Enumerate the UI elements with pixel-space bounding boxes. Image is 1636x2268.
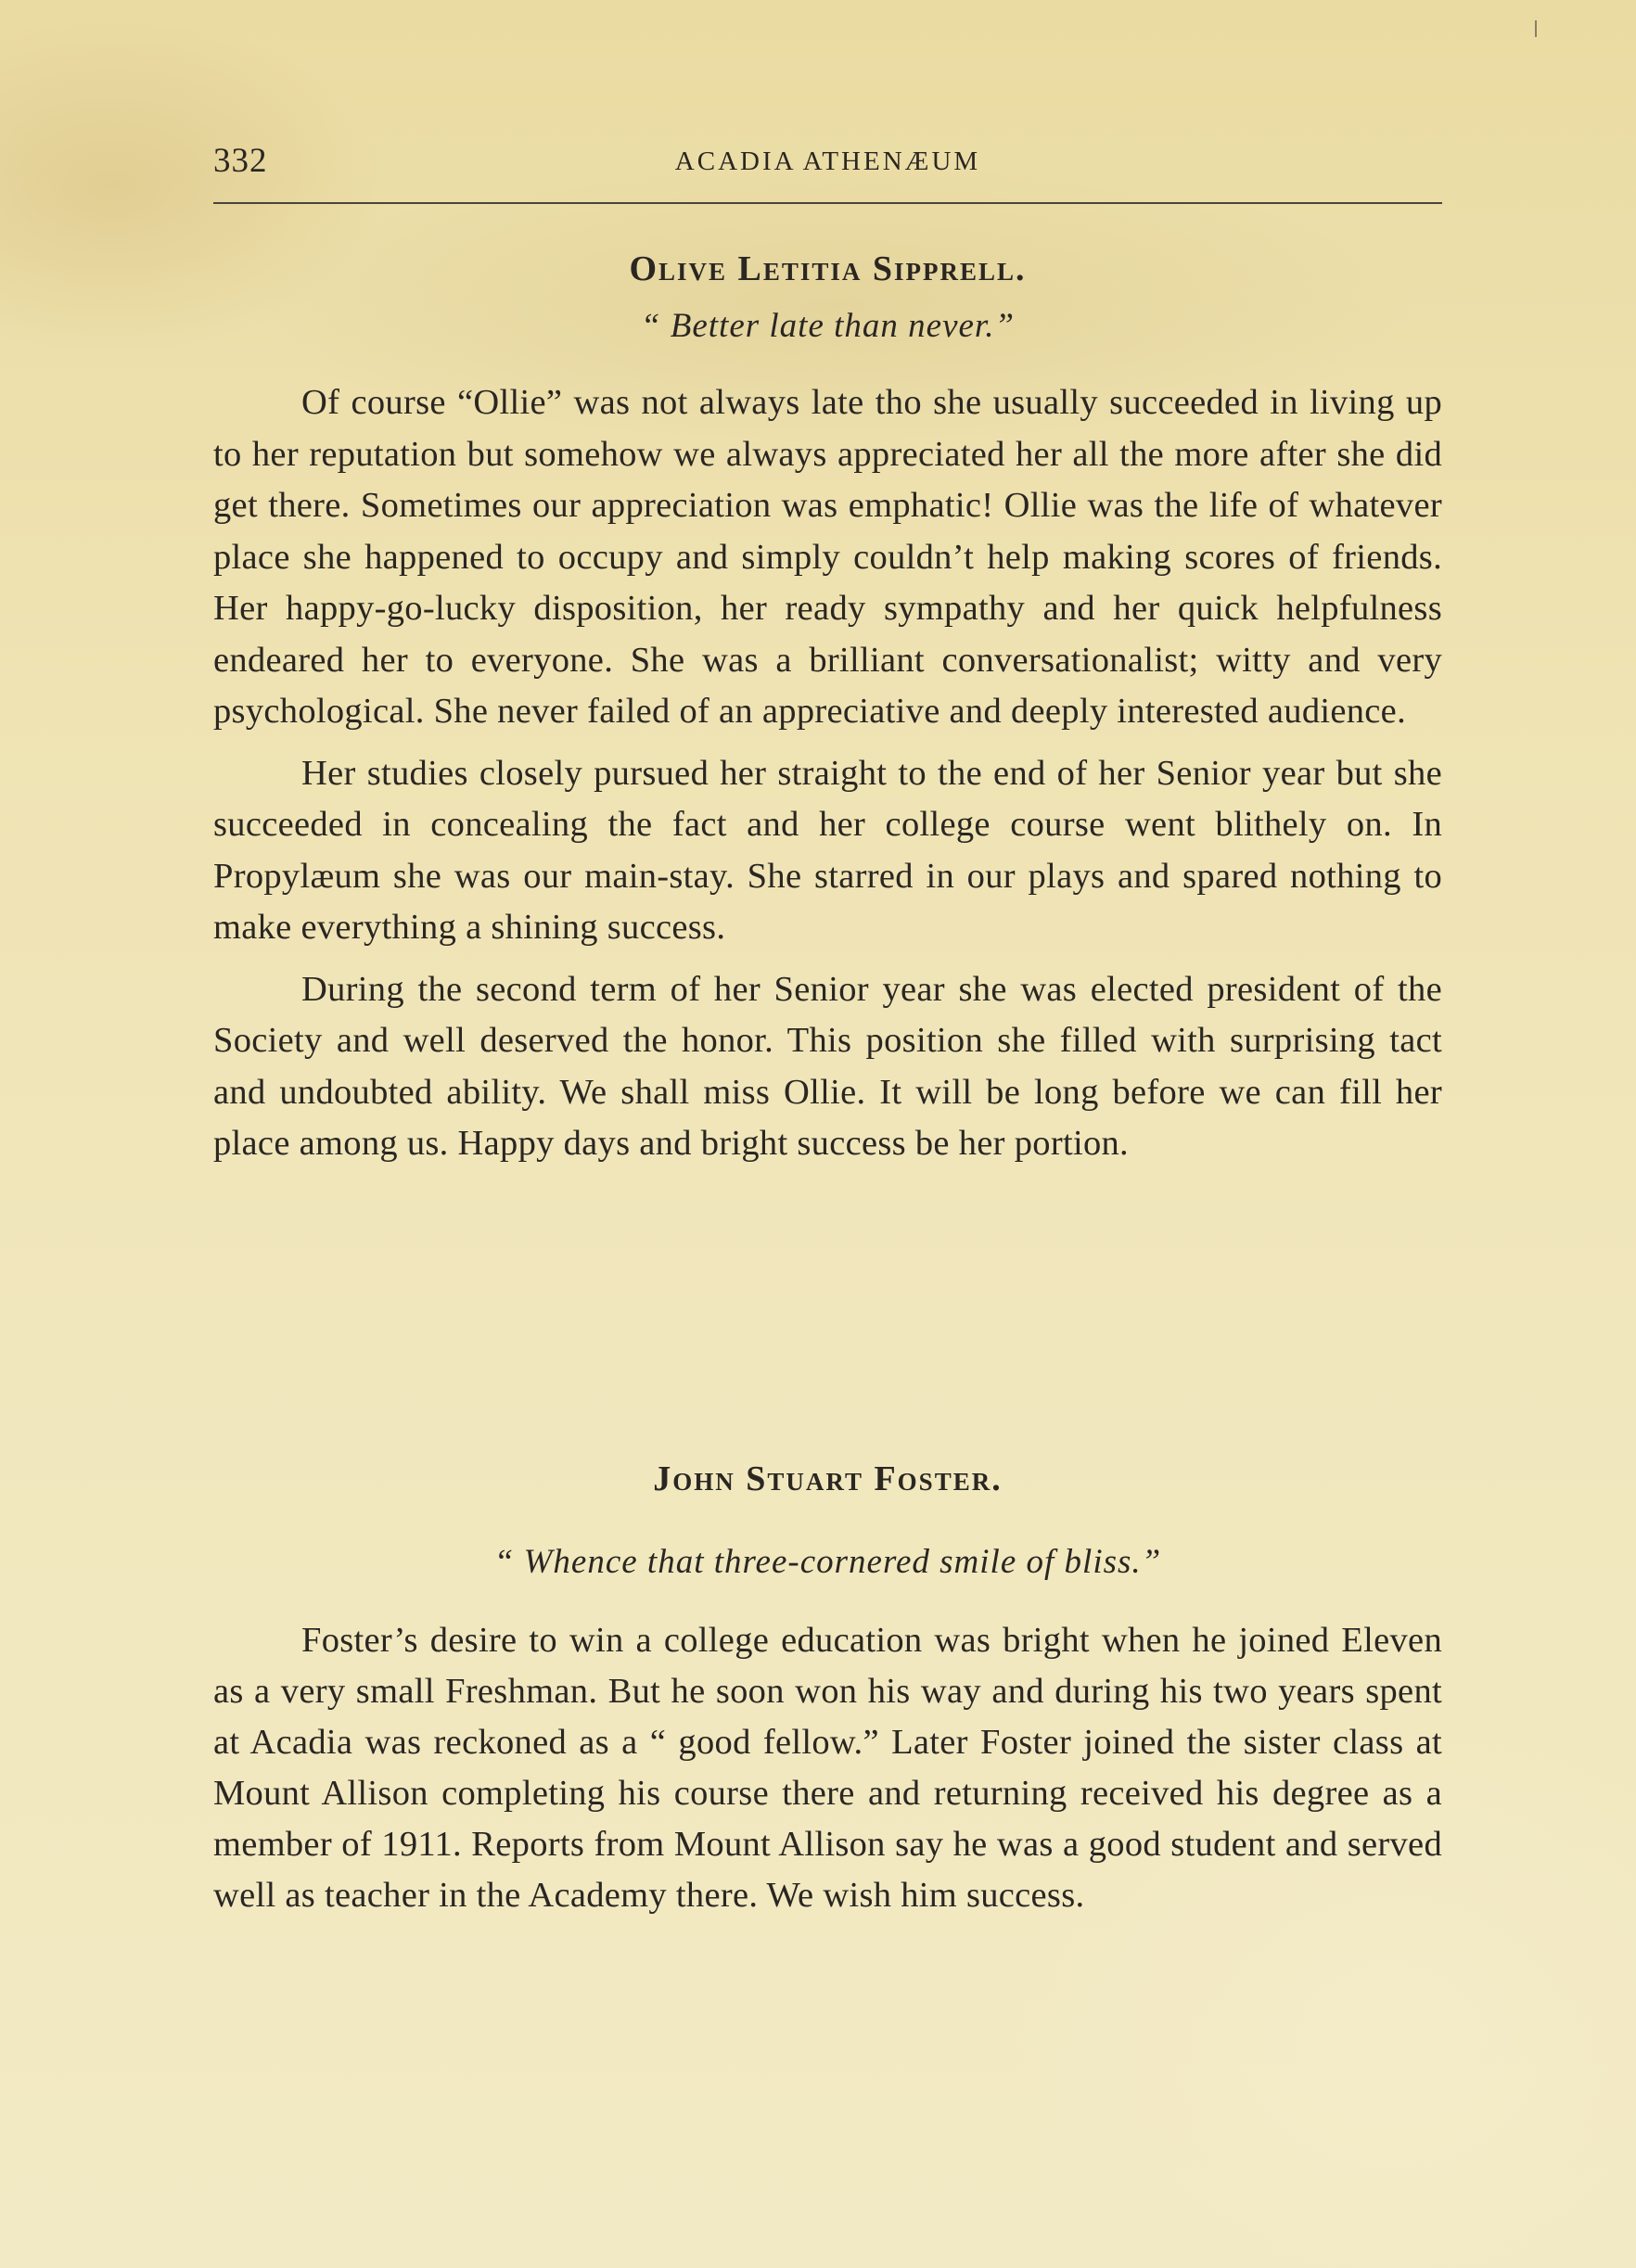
- page-header: [213, 141, 1442, 185]
- paragraph: Her studies closely pursued her straight to the end of her Senior year but she succeeded in concealing the fact and her college course went blithely on. In Propylæum she was our main-stay. She starred in our plays and spared nothing to make everything a shining success.: [213, 753, 1442, 947]
- biography-section: [213, 248, 1442, 1180]
- section-motto: “ Whence that three-cornered smile of bliss.”: [493, 1543, 1162, 1581]
- section-title: Olive Letitia Sipprell.: [629, 249, 1027, 288]
- header-rule: [213, 202, 1442, 204]
- section-motto: “ Better late than never.”: [640, 307, 1016, 345]
- paragraph: During the second term of her Senior year she was elected president of the Society and well deserved the honor. This position she filled with surprising tact and undoubted ability. We shall miss Ollie. It will be long before we can fill her place among us. Happy days and bright success be her portion.: [213, 969, 1442, 1163]
- section-title: John Stuart Foster.: [653, 1459, 1003, 1498]
- biography-section: [213, 1459, 1442, 1931]
- page-number: 332: [213, 142, 268, 180]
- paragraph: Of course “Ollie” was not always late tho she usually succeeded in living up to her reputation but somehow we always appreciated her all the more after she did get there. Sometimes our appreciation was emphatic! Ollie was the life of whatever place she happened to occupy and simply couldn’t help making scores of friends. Her happy-go-lucky disposition, her ready sympathy and her quick helpfulness endeared her to everyone. She was a brilliant conversationalist; witty and very psychological. She never failed of an appreciative and deeply interested audience.: [213, 383, 1442, 731]
- running-title: ACADIA ATHENÆUM: [674, 147, 981, 176]
- margin-mark: [1535, 20, 1537, 37]
- section-body: [213, 1615, 1442, 1921]
- section-body: [213, 377, 1442, 1170]
- paragraph: Foster’s desire to win a college education was bright when he joined Eleven as a very small Freshman. But he soon won his way and during his two years spent at Acadia was reckoned as a “ good fellow.” Later Foster joined the sister class at Mount Allison completing his course there and returning received his degree as a member of 1911. Reports from Mount Allison say he was a good student and served well as teacher in the Academy there. We wish him success.: [213, 1621, 1442, 1915]
